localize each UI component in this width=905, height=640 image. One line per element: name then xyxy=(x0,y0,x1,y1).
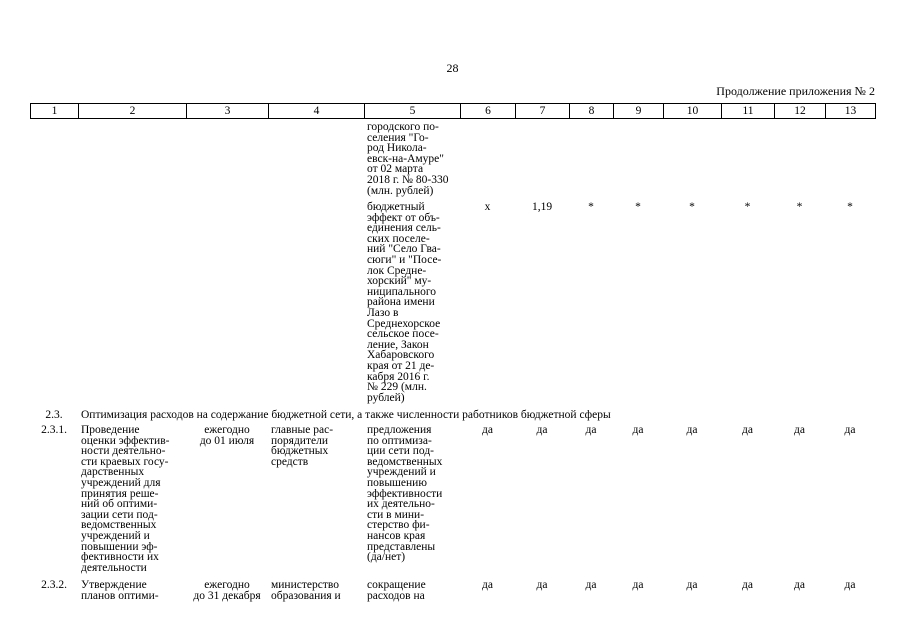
value-cell: * xyxy=(588,201,594,213)
value-cell: да xyxy=(686,579,698,591)
value-cell: да xyxy=(536,424,548,436)
column-number-header xyxy=(30,103,876,119)
col2-text: дарственных xyxy=(81,466,145,479)
col5-text: единения сель- xyxy=(367,222,441,235)
value-cell: * xyxy=(689,201,695,213)
col5-text: (млн. рублей) xyxy=(367,184,434,197)
page-number: 28 xyxy=(446,61,459,75)
col4-text: главные рас- xyxy=(271,424,334,436)
col5-text: 2018 г. № 80-330 xyxy=(367,174,449,186)
column-header: 4 xyxy=(269,104,365,119)
col2-text: Утверждение xyxy=(81,579,147,591)
col2-text: ведомственных xyxy=(81,519,157,532)
col5-text: ниципального xyxy=(367,285,437,298)
column-header: 5 xyxy=(365,104,461,119)
value-cell: да xyxy=(794,579,805,591)
column-header: 1 xyxy=(31,104,79,119)
col5-text: учреждений и xyxy=(367,466,436,479)
value-cell: * xyxy=(847,201,853,213)
column-header: 8 xyxy=(570,104,614,119)
column-header: 3 xyxy=(187,104,269,119)
col5-text: селения "Го- xyxy=(367,131,429,144)
value-cell: да xyxy=(585,424,597,436)
col2-text: деятельности xyxy=(81,561,147,574)
value-cell: да xyxy=(742,424,753,436)
col5-text: представлены xyxy=(367,540,436,553)
col5-text: предложения xyxy=(367,424,432,436)
col5-text: эффект от объ- xyxy=(367,211,440,224)
col5-text: рублей) xyxy=(367,391,405,404)
column-header: 11 xyxy=(722,104,775,119)
col5-text: евск-на-Амуре" xyxy=(367,152,444,165)
value-cell: да xyxy=(844,579,856,591)
col2-text: учреждений и xyxy=(81,530,150,542)
col5-text: кабря 2016 г. xyxy=(367,370,430,383)
column-header: 12 xyxy=(775,104,826,119)
col5-text: ских поселе- xyxy=(367,232,430,245)
column-header: 7 xyxy=(516,104,570,119)
col2-text: учреждений для xyxy=(81,477,161,489)
value-cell: да xyxy=(632,579,644,591)
col2-text: оценки эффектив- xyxy=(81,434,170,447)
col2-text: зации сети под- xyxy=(81,508,158,521)
value-cell: да xyxy=(482,424,493,436)
value-cell: да xyxy=(536,579,548,591)
col5-text: ний "Село Гва- xyxy=(367,243,441,256)
col2-text: фективности их xyxy=(81,551,159,564)
value-cell: * xyxy=(744,201,751,213)
value-cell: * xyxy=(796,201,803,213)
column-header: 9 xyxy=(614,104,664,119)
col4-text: средств xyxy=(271,455,309,468)
col2-text: принятия реше- xyxy=(81,487,159,500)
col2-text: сти краевых госу- xyxy=(81,455,169,468)
col5-text: лок Средне- xyxy=(367,264,427,277)
column-header: 13 xyxy=(826,104,876,119)
col5-text: Среднехорское xyxy=(367,317,441,330)
section-title: Оптимизация расходов на содержание бюджетной сети, а также численности работников бюджетной сферы xyxy=(81,409,611,421)
col5-text: сюги" и "Посе- xyxy=(367,254,442,266)
appendix-continuation-label: Продолжение приложения № 2 xyxy=(716,84,875,98)
col5-text: городского по- xyxy=(367,121,439,133)
value-cell: да xyxy=(794,424,805,436)
col5-text: их деятельно- xyxy=(367,498,435,511)
col5-text: ведомственных xyxy=(367,455,443,468)
value-cell: да xyxy=(482,579,493,591)
col5-text: нансов края xyxy=(367,530,426,542)
column-header: 10 xyxy=(664,104,722,119)
row-number: 2.3.2. xyxy=(41,579,67,591)
value-cell: да xyxy=(632,424,644,436)
col5-text: повышению xyxy=(367,477,427,489)
column-header: 2 xyxy=(79,104,187,119)
col5-text: сти в мини- xyxy=(367,508,425,521)
col5-text: сельское посе- xyxy=(367,328,439,341)
col2-text: ности деятельно- xyxy=(81,445,166,458)
col4-text: бюджетных xyxy=(271,445,329,458)
col5-text: Хабаровского xyxy=(367,349,435,362)
col4-text: образования и xyxy=(271,589,341,602)
value-cell: x xyxy=(484,201,491,213)
col4-text: министерство xyxy=(271,579,339,591)
col5-text: род Никола- xyxy=(367,142,427,155)
col5-text: эффективности xyxy=(367,487,443,500)
col2-text: ний об оптими- xyxy=(81,498,158,511)
col5-text: стерство фи- xyxy=(367,519,430,532)
col5-text: хорский" му- xyxy=(367,275,432,288)
col5-text: по оптимиза- xyxy=(367,434,432,447)
col2-text: Проведение xyxy=(81,424,140,436)
col5-text: района имени xyxy=(367,296,435,309)
col3-text: до 31 декабря xyxy=(193,589,261,602)
col5-text: расходов на xyxy=(367,589,425,602)
value-cell: 1,19 xyxy=(531,201,553,213)
col5-text: Лазо в xyxy=(367,307,399,319)
col5-text: ление, Закон xyxy=(367,338,429,351)
col5-text: (да/нет) xyxy=(367,551,406,564)
col3-text: до 01 июля xyxy=(199,434,255,447)
column-header: 6 xyxy=(461,104,516,119)
col5-text: от 02 марта xyxy=(367,163,424,176)
value-cell: да xyxy=(742,579,753,591)
col3-text: ежегодно xyxy=(204,424,250,436)
col3-text: ежегодно xyxy=(204,579,250,591)
col5-text: сокращение xyxy=(367,579,426,591)
col4-text: порядители xyxy=(271,434,328,447)
col5-text: края от 21 де- xyxy=(367,360,435,372)
value-cell: * xyxy=(635,201,641,213)
row-number: 2.3.1. xyxy=(41,424,67,436)
col5-text: ции сети под- xyxy=(367,445,434,458)
col5-text: бюджетный xyxy=(367,201,425,213)
value-cell: да xyxy=(844,424,856,436)
col5-text: № 229 (млн. xyxy=(367,381,427,394)
section-number: 2.3. xyxy=(45,409,63,421)
value-cell: да xyxy=(585,579,597,591)
col2-text: планов оптими- xyxy=(81,589,159,602)
col2-text: повышении эф- xyxy=(81,540,158,553)
value-cell: да xyxy=(686,424,698,436)
